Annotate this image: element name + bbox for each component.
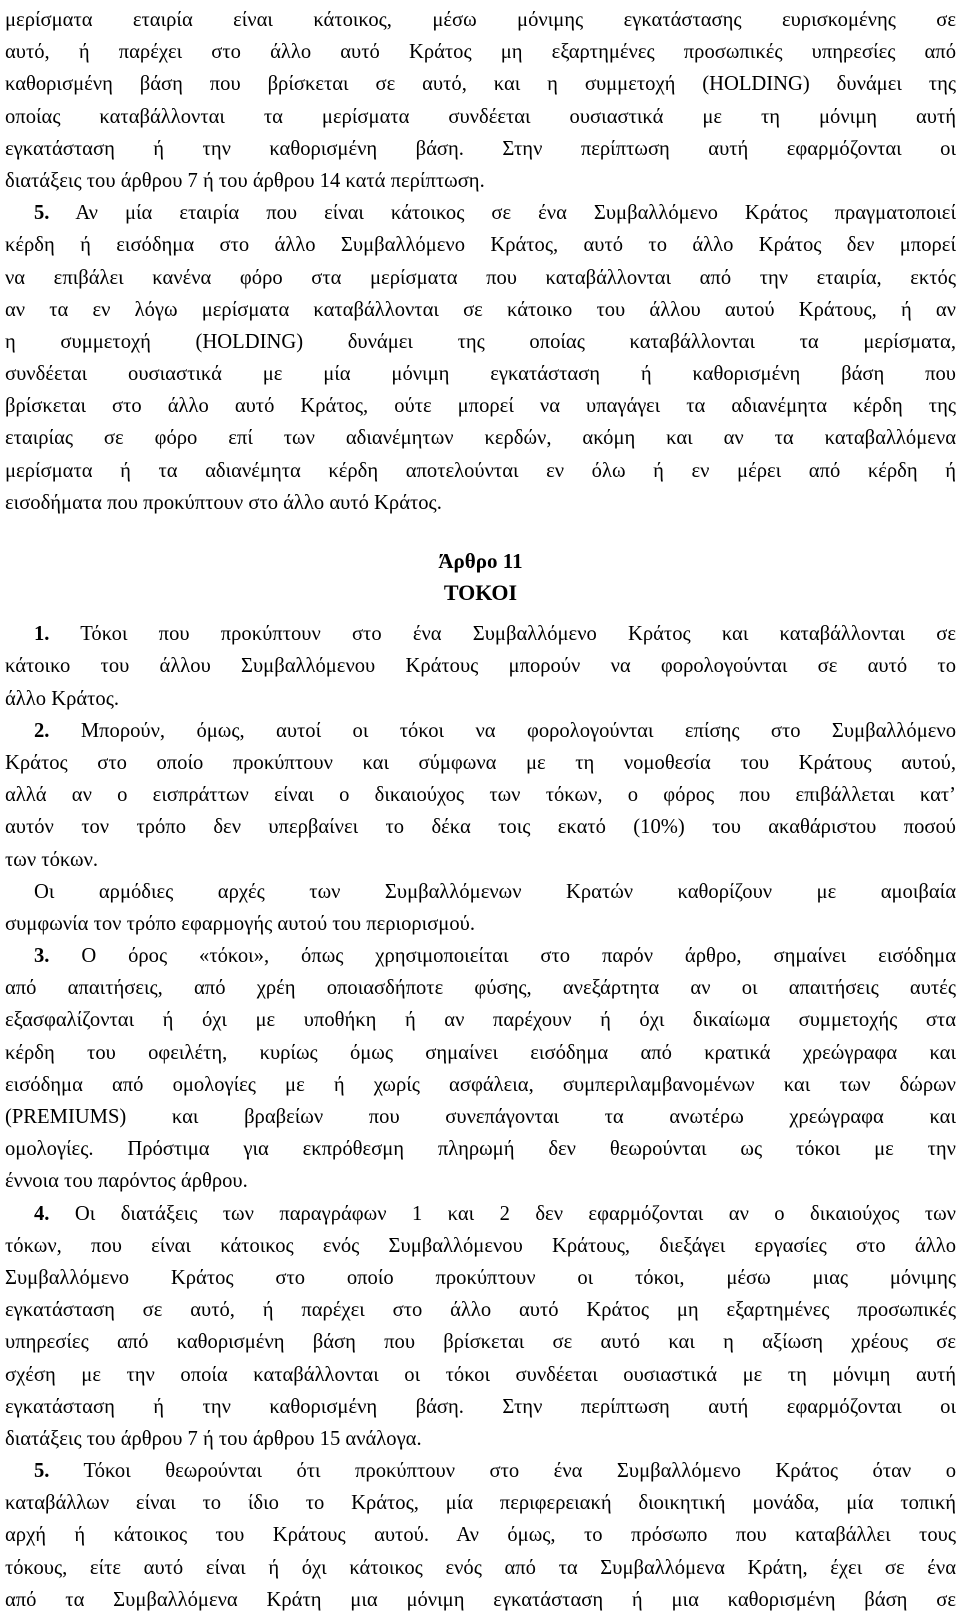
paragraph-3	[5, 940, 956, 1198]
paragraph-number: 3.	[34, 945, 50, 968]
text-line: εξασφαλίζονται ή όχι με υποθήκη ή αν παρέχουν ή όχι δικαίωμα συμμετοχής στα	[5, 1009, 956, 1032]
text-line: διατάξεις του άρθρου 7 ή του άρθρου 14 κατά περίπτωση.	[5, 169, 485, 192]
text-line: των τόκων.	[5, 848, 99, 871]
text-line	[5, 1198, 956, 1230]
paragraph-dividends-4-continued	[5, 4, 956, 197]
paragraph-first-line: Ο όρος «τόκοι», όπως χρησιμοποιείται στο παρόν άρθρο, σημαίνει εισόδημα	[49, 945, 956, 968]
text-line: εταιρίας σε φόρο επί των αδιανέμητων κερδών, ακόμη και αν τα καταβαλλόμενα	[5, 427, 956, 450]
text-line: Κράτος στο οποίο προκύπτουν και σύμφωνα με τη νομοθεσία του Κράτους αυτού,	[5, 751, 956, 774]
paragraph-first-line: Μπορούν, όμως, αυτοί οι τόκοι να φορολογούνται επίσης στο Συμβαλλόμενο	[49, 719, 956, 742]
paragraph-first-line: Τόκοι που προκύπτουν στο ένα Συμβαλλόμενο Κράτος και καταβάλλονται σε	[49, 623, 956, 646]
text-line: αν τα εν λόγω μερίσματα καταβάλλονται σε κάτοικο του άλλου αυτού Κράτους, ή αν	[5, 298, 956, 321]
text-line: από τα Συμβαλλόμενα Κράτη μια μόνιμη εγκατάσταση ή μια καθορισμένη βάση σε	[5, 1588, 956, 1611]
text-line: συμφωνία τον τρόπο εφαρμογής αυτού του περιορισμού.	[5, 912, 475, 935]
paragraph-dividends-5	[5, 197, 956, 519]
text-line	[5, 940, 956, 972]
paragraph-number: 4.	[34, 1202, 50, 1225]
text-line: Συμβαλλόμενο Κράτος στο οποίο προκύπτουν οι τόκοι, μέσω μιας μόνιμης	[5, 1266, 956, 1289]
text-line: υπηρεσίες από καθορισμένη βάση που βρίσκεται σε αυτό και η αξίωση χρέους σε	[5, 1331, 956, 1354]
text-line: εγκατάσταση ή την καθορισμένη βάση. Στην περίπτωση αυτή εφαρμόζονται οι	[5, 137, 956, 160]
text-line: συνδέεται ουσιαστικά με μία μόνιμη εγκατάσταση ή καθορισμένη βάση που	[5, 363, 956, 386]
text-line: αρχή ή κάτοικος του Κράτους αυτού. Αν όμως, το πρόσωπο που καταβάλλει τους	[5, 1524, 956, 1547]
text-line: εγκατάσταση σε αυτό, ή παρέχει στο άλλο αυτό Κράτος μη εξαρτημένες προσωπικές	[5, 1299, 956, 1322]
paragraph-5	[5, 1455, 956, 1616]
paragraph-number: 2.	[34, 719, 50, 742]
text-line	[5, 1455, 956, 1487]
text-line: κέρδη ή εισόδημα στο άλλο Συμβαλλόμενο Κράτος, αυτό το άλλο Κράτος δεν μπορεί	[5, 234, 956, 257]
text-line: σχέση με την οποία καταβάλλονται οι τόκοι συνδέεται ουσιαστικά με τη μόνιμη αυτή	[5, 1363, 956, 1386]
text-line: ομολογίες. Πρόστιμα για εκπρόθεσμη πληρωμή δεν θεωρούνται ως τόκοι με την	[5, 1138, 956, 1161]
text-line: από απαιτήσεις, από χρέη οποιασδήποτε φύσης, ανεξάρτητα αν οι απαιτήσεις αυτές	[5, 977, 956, 1000]
text-line: κέρδη του οφειλέτη, κυρίως όμως σημαίνει εισόδημα από κρατικά χρεώγραφα και	[5, 1041, 956, 1064]
paragraph-first-line: Οι διατάξεις των παραγράφων 1 και 2 δεν εφαρμόζονται αν ο δικαιούχος των	[49, 1202, 956, 1225]
paragraph-4	[5, 1198, 956, 1456]
text-line	[5, 197, 956, 229]
paragraph-2-continued	[5, 876, 956, 940]
paragraph-number: 5.	[34, 202, 50, 225]
text-line: βρίσκεται στο άλλο αυτό Κράτος, ούτε μπορεί να υπαγάγει τα αδιανέμητα κέρδη της	[5, 395, 956, 418]
text-line: μερίσματα εταιρία είναι κάτοικος, μέσω μόνιμης εγκατάστασης ευρισκομένης σε	[5, 9, 956, 31]
paragraph-first-line: Αν μία εταιρία που είναι κάτοικος σε ένα Συμβαλλόμενο Κράτος πραγματοποιεί	[49, 202, 956, 225]
text-line: διατάξεις του άρθρου 7 ή του άρθρου 15 ανάλογα.	[5, 1427, 422, 1450]
text-line: η συμμετοχή (HOLDING) δυνάμει της οποίας καταβάλλονται τα μερίσματα,	[5, 330, 956, 353]
text-line: Οι αρμόδιες αρχές των Συμβαλλόμενων Κρατών καθορίζουν με αμοιβαία	[34, 880, 956, 903]
text-line: έννοια του παρόντος άρθρου.	[5, 1170, 248, 1193]
text-line	[5, 618, 956, 650]
paragraph-first-line: Τόκοι θεωρούνται ότι προκύπτουν στο ένα Συμβαλλόμενο Κράτος όταν ο	[49, 1460, 956, 1483]
text-line: άλλο Κράτος.	[5, 687, 120, 710]
text-line: να επιβάλει κανένα φόρο στα μερίσματα που καταβάλλονται από την εταιρία, εκτός	[5, 266, 956, 289]
text-line: καταβάλλων είναι το ίδιο το Κράτος, μία περιφερειακή διοικητική μονάδα, μία τοπική	[5, 1492, 956, 1515]
text-line: μερίσματα ή τα αδιανέμητα κέρδη αποτελούνται εν όλω ή εν μέρει από κέρδη ή	[5, 459, 956, 482]
text-line: οποίας καταβάλλονται τα μερίσματα συνδέεται ουσιαστικά με τη μόνιμη αυτή	[5, 105, 956, 128]
text-line	[5, 715, 956, 747]
text-line: εισοδήματα που προκύπτουν στο άλλο αυτό Κράτος.	[5, 491, 442, 514]
paragraph-2	[5, 715, 956, 876]
paragraph-number: 1.	[34, 623, 50, 646]
article-subtitle: ΤΟΚΟΙ	[443, 580, 518, 606]
text-line: τόκων, που είναι κάτοικος ενός Συμβαλλόμενου Κράτους, διεξάγει εργασίες στο άλλο	[5, 1234, 956, 1257]
text-line: αυτό, ή παρέχει στο άλλο αυτό Κράτος μη εξαρτημένες προσωπικές υπηρεσίες από	[5, 41, 956, 64]
paragraph-1	[5, 618, 956, 715]
text-line: καθορισμένη βάση που βρίσκεται σε αυτό, και η συμμετοχή (HOLDING) δυνάμει της	[5, 73, 956, 96]
article-title: Άρθρο 11	[438, 549, 523, 573]
text-line: εισόδημα από ομολογίες με ή χωρίς ασφάλεια, συμπεριλαμβανομένων και των δώρων	[5, 1073, 956, 1096]
text-line: αλλά αν ο εισπράττων είναι ο δικαιούχος των τόκων, ο φόρος που επιβάλλεται κατ’	[5, 784, 956, 807]
document-page	[5, 4, 956, 1616]
text-line: κάτοικο του άλλου Συμβαλλόμενου Κράτους μπορούν να φορολογούνται σε αυτό το	[5, 655, 956, 678]
paragraph-number: 5.	[34, 1460, 50, 1483]
text-line: εγκατάσταση ή την καθορισμένη βάση. Στην περίπτωση αυτή εφαρμόζονται οι	[5, 1395, 956, 1418]
text-line: τόκους, είτε αυτό είναι ή όχι κάτοικος ενός από τα Συμβαλλόμενα Κράτη, έχει σε ένα	[5, 1556, 956, 1579]
text-line: (PREMIUMS) και βραβείων που συνεπάγονται τα ανωτέρω χρεώγραφα και	[5, 1106, 956, 1128]
text-line: αυτόν τον τρόπο δεν υπερβαίνει το δέκα τοις εκατό (10%) του ακαθάριστου ποσού	[5, 816, 956, 839]
